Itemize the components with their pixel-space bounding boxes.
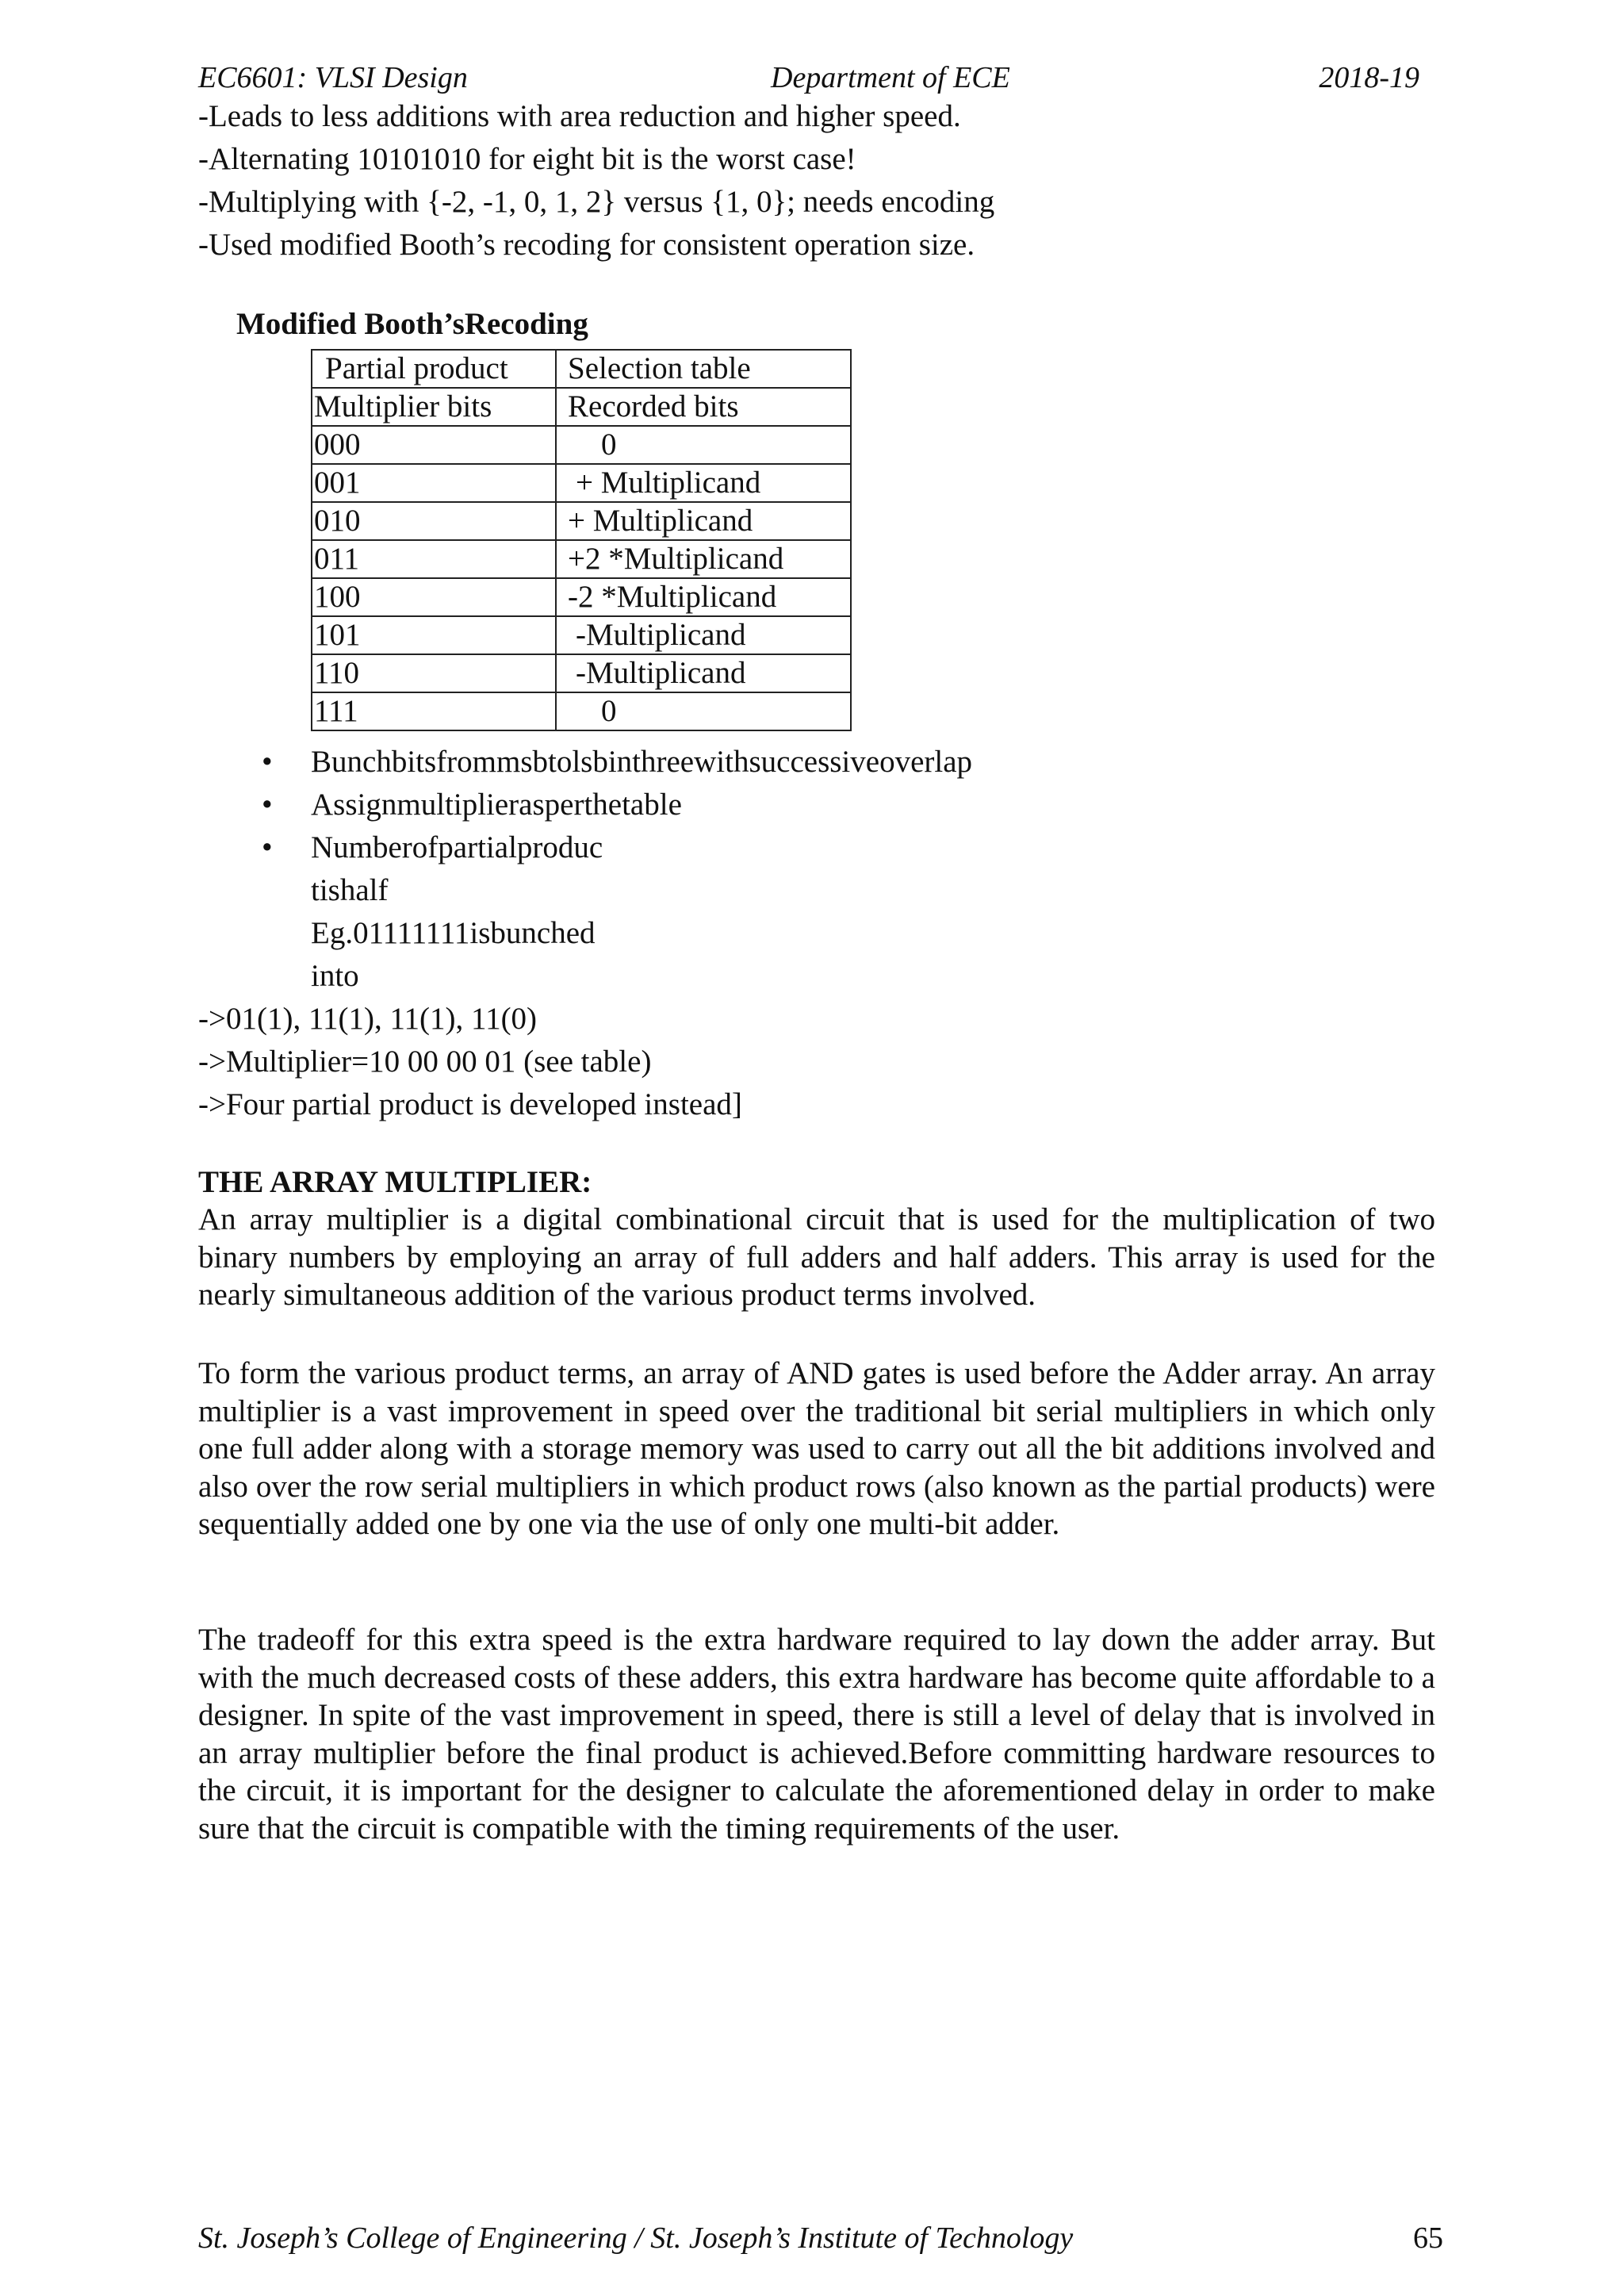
- header-course: EC6601: VLSI Design: [198, 61, 468, 94]
- header-year: 2018-19: [1319, 61, 1419, 94]
- table-cell-bits: 101: [312, 616, 556, 654]
- booth-section-title: Modified Booth’sRecoding: [236, 307, 588, 341]
- array-paragraph: An array multiplier is a digital combinational circuit that is used for the multiplication of two binary numbers by employing an array of full adders and half adders. This array is used for the nearly simultaneous addition of the various product terms involved.: [198, 1202, 1435, 1312]
- page-header: [198, 60, 1419, 100]
- bullet-text: Assignmultiplierasperthetable: [311, 788, 682, 822]
- table-row: [312, 502, 851, 540]
- table-cell-recoded: 0: [556, 426, 851, 464]
- table-header-cell: Selection table: [556, 350, 851, 388]
- booth-recoding-table: [311, 349, 852, 731]
- table-cell-recoded: + Multiplicand: [556, 464, 851, 502]
- intro-line: -Multiplying with {-2, -1, 0, 1, 2} versus {1, 0}; needs encoding: [198, 185, 995, 219]
- table-header-cell: Partial product: [312, 350, 556, 388]
- table-cell-recoded: -2 *Multiplicand: [556, 578, 851, 616]
- intro-line: -Leads to less additions with area reduction and higher speed.: [198, 99, 961, 133]
- footer-institution: St. Joseph’s College of Engineering / St. Joseph’s Institute of Technology: [198, 2221, 1074, 2255]
- booth-step: ->Multiplier=10 00 00 01 (see table): [198, 1045, 652, 1079]
- array-paragraph: The tradeoff for this extra speed is the extra hardware required to lay down the adder array. But with the much decreased costs of these adders, this extra hardware has become quite affordable to a designer. In spite of the vast improvement in speed, there is still a level of delay that is involved in an array multiplier before the final product is achieved.Before committing hardware resources to the circuit, it is important for the designer to calculate the aforementioned delay in order to make sure that the circuit is compatible with the timing requirements of the user.: [198, 1623, 1435, 1846]
- table-row: [312, 464, 851, 502]
- table-cell-bits: 111: [312, 692, 556, 730]
- bullet-icon: •: [262, 830, 273, 864]
- bullet-icon: •: [262, 788, 273, 822]
- bullet-continuation: into: [311, 959, 359, 993]
- bullet-text: Numberofpartialproduc: [311, 830, 603, 864]
- table-cell-bits: 100: [312, 578, 556, 616]
- table-row: [312, 426, 851, 464]
- booth-step: ->01(1), 11(1), 11(1), 11(0): [198, 1002, 538, 1036]
- table-header-cell: Recorded bits: [556, 388, 851, 426]
- table-cell-bits: 010: [312, 502, 556, 540]
- bullet-continuation: tishalf: [311, 873, 389, 907]
- table-row: [312, 616, 851, 654]
- table-cell-recoded: -Multiplicand: [556, 654, 851, 692]
- array-section-title: THE ARRAY MULTIPLIER:: [198, 1165, 592, 1199]
- header-department: Department of ECE: [771, 61, 1010, 94]
- table-header-cell: Multiplier bits: [312, 388, 556, 426]
- bullet-text: Bunchbitsfrommsbtolsbinthreewithsuccessiveoverlap: [311, 745, 973, 779]
- table-cell-recoded: 0: [556, 692, 851, 730]
- table-header-row: [312, 350, 851, 388]
- table-row: [312, 692, 851, 730]
- table-cell-recoded: -Multiplicand: [556, 616, 851, 654]
- table-cell-bits: 001: [312, 464, 556, 502]
- table-row: [312, 654, 851, 692]
- intro-line: -Used modified Booth’s recoding for consistent operation size.: [198, 228, 975, 262]
- table-cell-bits: 011: [312, 540, 556, 578]
- table-cell-recoded: + Multiplicand: [556, 502, 851, 540]
- intro-line: -Alternating 10101010 for eight bit is the worst case!: [198, 142, 856, 176]
- array-paragraph: To form the various product terms, an array of AND gates is used before the Adder array. An array multiplier is a vast improvement in speed over the traditional bit serial multipliers in which only one full adder along with a storage memory was used to carry out all the bit additions involved and also over the row serial multipliers in which product rows (also known as the partial products) were sequentially added one by one via the use of only one multi-bit adder.: [198, 1356, 1435, 1541]
- bullet-continuation: Eg.01111111isbunched: [311, 916, 596, 950]
- booth-step: ->Four partial product is developed instead]: [198, 1087, 742, 1121]
- bullet-icon: •: [262, 745, 273, 779]
- table-row: [312, 540, 851, 578]
- table-row: [312, 578, 851, 616]
- table-cell-bits: 110: [312, 654, 556, 692]
- table-cell-recoded: +2 *Multiplicand: [556, 540, 851, 578]
- table-header-row: [312, 388, 851, 426]
- page-number: 65: [1413, 2221, 1443, 2255]
- table-cell-bits: 000: [312, 426, 556, 464]
